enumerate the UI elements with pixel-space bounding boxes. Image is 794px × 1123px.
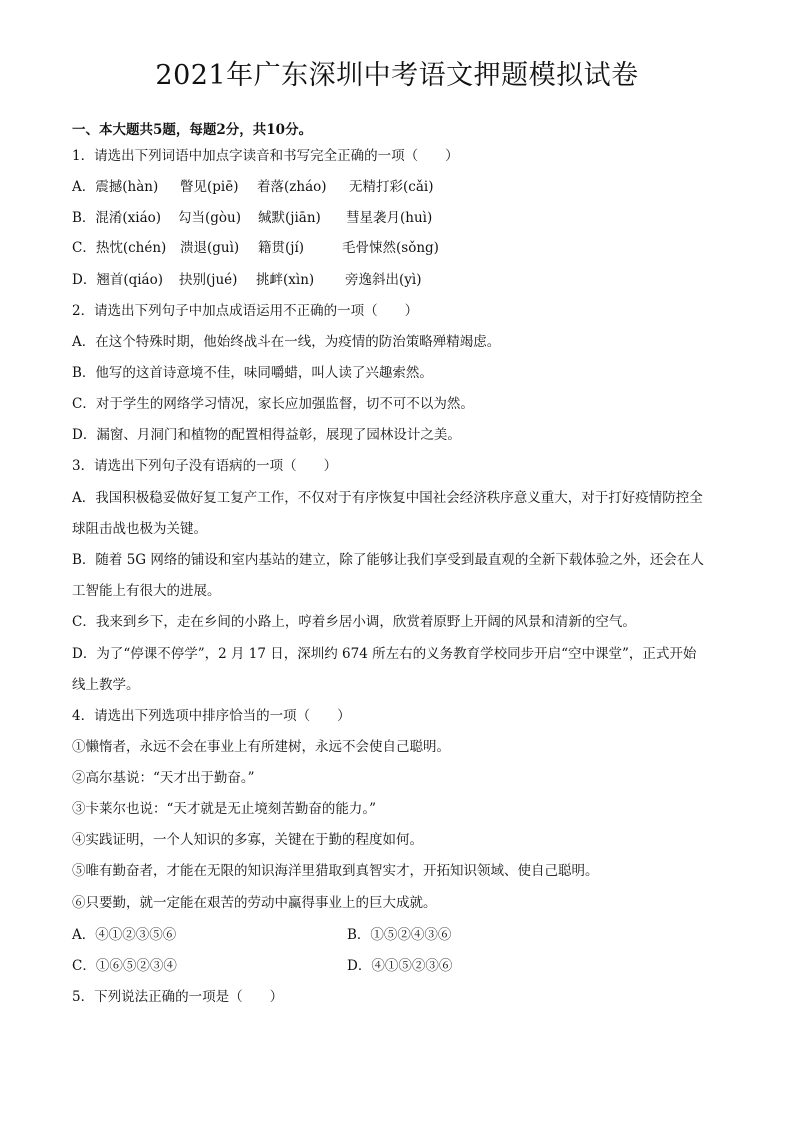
q1-d-word-2: 抉别(jué) bbox=[179, 272, 238, 288]
q3-option-a-line-1: A．我国积极稳妥做好复工复产工作，不仅对于有序恢复中国社会经济秩序意义重大，对于打好疫情防控全 bbox=[72, 490, 703, 506]
q1-c-word-2: 溃退(guì) bbox=[180, 240, 240, 256]
q4-option-d: D．④①⑤②③⑥ bbox=[347, 958, 453, 974]
q1-c-word-1: C．热忱(chén) bbox=[72, 240, 167, 256]
q1-b-word-1: B．混淆(xiáo) bbox=[72, 210, 162, 226]
q1-d-word-4: 旁逸斜出(yì) bbox=[345, 272, 422, 288]
q4-item-6: ⑥只要勤，就一定能在艰苦的劳动中赢得事业上的巨大成就。 bbox=[72, 895, 437, 911]
q3-option-d-line-1: D．为了“停课不停学”，2 月 17 日，深圳约 674 所左右的义务教育学校同步开启“空中课堂”，正式开始 bbox=[72, 646, 697, 662]
q2-option-d: D．漏窗、月洞门和植物的配置相得益彰，展现了园林设计之美。 bbox=[72, 427, 461, 443]
q4-item-3: ③卡莱尔也说：“天才就是无止境刻苦勤奋的能力。” bbox=[72, 801, 377, 817]
q3-option-d-line-2: 线上教学。 bbox=[72, 677, 140, 693]
q1-a-word-3: 着落(zháo) bbox=[257, 179, 327, 195]
q3-option-c: C．我来到乡下，走在乡间的小路上，哼着乡居小调，欣赏着原野上开阔的风景和清新的空气。 bbox=[72, 614, 636, 630]
q3-option-b-line-1: B．随着 5G 网络的铺设和室内基站的建立，除了能够让我们享受到最直观的全新下载体验之外，还会在人 bbox=[72, 552, 704, 568]
q2-option-a: A．在这个特殊时期，他始终战斗在一线，为疫情的防治策略殚精竭虑。 bbox=[72, 334, 501, 350]
q2-option-b: B．他写的这首诗意境不佳，味同嚼蜡，叫人读了兴趣索然。 bbox=[72, 365, 433, 381]
q1-a-word-2: 瞥见(piē) bbox=[180, 179, 239, 195]
q2-option-c: C．对于学生的网络学习情况，家长应加强监督，切不可不以为然。 bbox=[72, 396, 474, 412]
q3-stem: 3．请选出下列句子没有语病的一项（ ） bbox=[72, 458, 338, 474]
q4-option-c: C．①⑥⑤②③④ bbox=[72, 958, 177, 974]
q1-b-word-4: 彗星袭月(huì) bbox=[346, 210, 433, 226]
q1-d-word-3: 挑衅(xìn) bbox=[256, 272, 315, 288]
q3-option-a-line-2: 球阻击战也极为关键。 bbox=[72, 521, 207, 537]
page-title: 2021年广东深圳中考语文押题模拟试卷 bbox=[155, 60, 639, 91]
q2-stem: 2．请选出下列句子中加点成语运用不正确的一项（ ） bbox=[72, 303, 419, 319]
q1-stem: 1．请选出下列词语中加点字读音和书写完全正确的一项（ ） bbox=[72, 148, 459, 164]
q1-a-word-4: 无精打彩(cǎi) bbox=[349, 179, 434, 195]
q4-item-2: ②高尔基说：“天才出于勤奋。” bbox=[72, 770, 255, 786]
q5-stem: 5．下列说法正确的一项是（ ） bbox=[72, 989, 284, 1005]
q1-c-word-4: 毛骨悚然(sǒng) bbox=[342, 240, 439, 256]
q1-b-word-2: 勾当(gòu) bbox=[178, 210, 241, 226]
q4-option-b: B．①⑤②④③⑥ bbox=[347, 927, 452, 943]
q4-item-4: ④实践证明，一个人知识的多寡，关键在于勤的程度如何。 bbox=[72, 832, 423, 848]
q1-c-word-3: 籍贯(jí) bbox=[258, 240, 305, 256]
q3-option-b-line-2: 工智能上有很大的进展。 bbox=[72, 583, 221, 599]
q1-d-word-1: D．翘首(qiáo) bbox=[72, 272, 163, 288]
q4-item-1: ①懒惰者，永远不会在事业上有所建树，永远不会使自己聪明。 bbox=[72, 739, 450, 755]
q1-b-word-3: 缄默(jiān) bbox=[258, 210, 321, 226]
q4-option-a: A．④①②③⑤⑥ bbox=[72, 927, 177, 943]
section-heading: 一、本大题共5题，每题2分，共10分。 bbox=[72, 122, 313, 138]
q1-a-word-1: A．震撼(hàn) bbox=[72, 179, 159, 195]
q4-stem: 4．请选出下列选项中排序恰当的一项（ ） bbox=[72, 708, 351, 724]
q4-item-5: ⑤唯有勤奋者，才能在无限的知识海洋里猎取到真智实才，开拓知识领域、使自己聪明。 bbox=[72, 863, 599, 879]
